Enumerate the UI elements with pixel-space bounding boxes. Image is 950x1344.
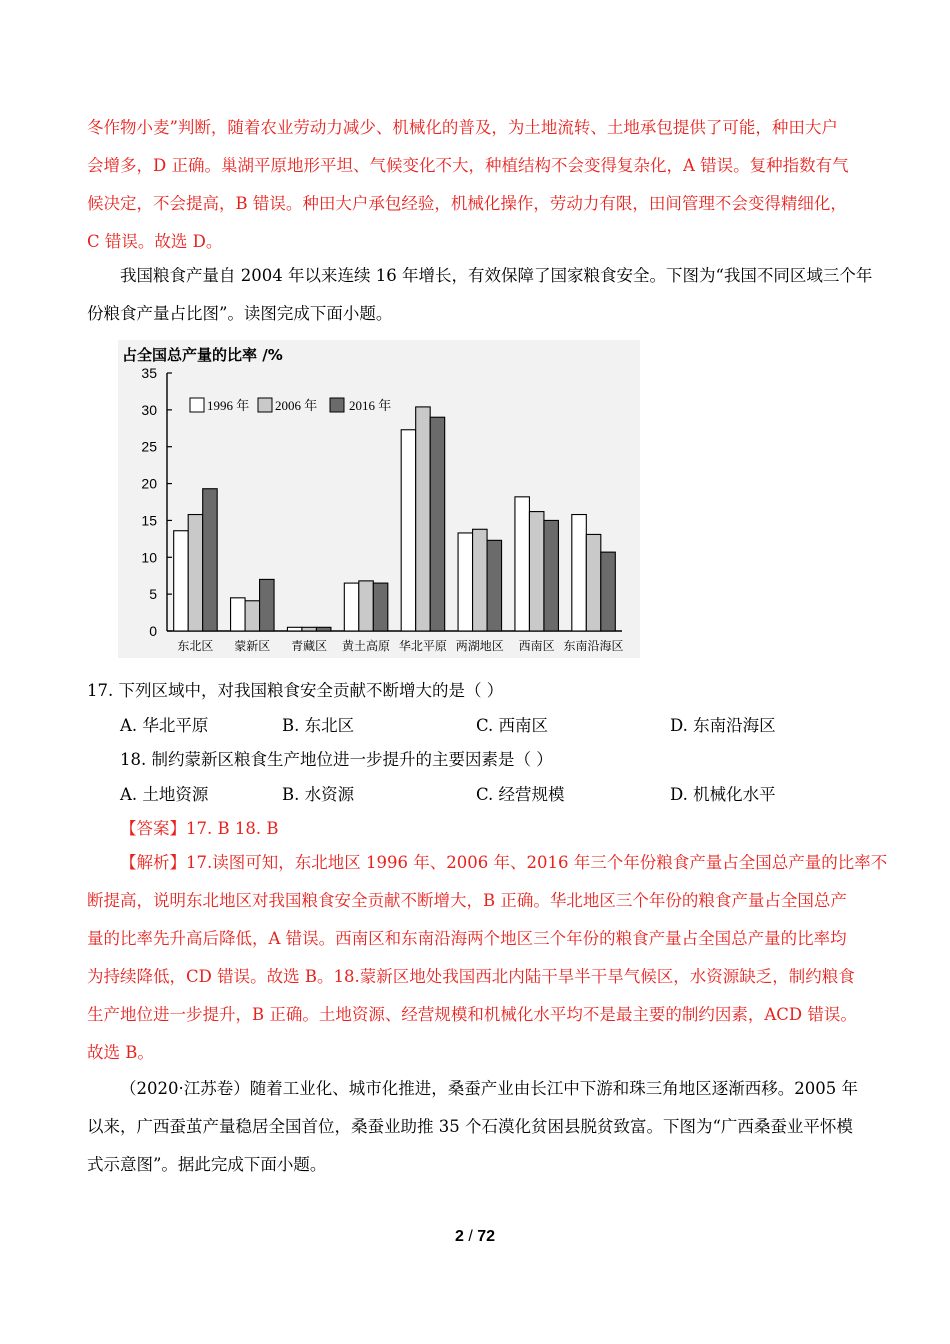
- bar-青藏区-1996年: [287, 627, 302, 631]
- legend-swatch-1996: [190, 398, 204, 412]
- x-category-label: 华北平原: [398, 639, 447, 653]
- bar-西南区-1996年: [515, 497, 530, 631]
- total-pages: 72: [477, 1228, 496, 1245]
- q17-option-c: C. 西南区: [476, 716, 549, 735]
- question-17-stem: 17. 下列区域中，对我国粮食安全贡献不断增大的是（ ）: [87, 681, 504, 700]
- next-question-intro: [87, 1070, 863, 1184]
- bar-东南沿海区-2016年: [601, 552, 616, 631]
- text-line: （2020·江苏卷）随着工业化、城市化推进，桑蚕产业由长江中下游和珠三角地区逐渐西移。2005 年: [120, 1079, 858, 1098]
- bar-东北区-2006年: [188, 515, 203, 631]
- q18-option-d: D. 机械化水平: [670, 785, 776, 804]
- bar-华北平原-1996年: [401, 430, 416, 631]
- bar-两湖地区-2016年: [487, 540, 502, 631]
- legend-label-1996: 1996 年: [207, 398, 250, 413]
- y-tick-label: 15: [141, 512, 157, 529]
- x-category-label: 西南区: [518, 639, 555, 653]
- x-category-label: 黄土高原: [342, 639, 391, 653]
- bar-黄土高原-2006年: [359, 581, 374, 631]
- grain-production-bar-chart: [110, 340, 640, 660]
- answer-line: 【答案】17. B 18. B: [120, 819, 279, 838]
- y-tick-label: 5: [149, 586, 157, 603]
- bar-蒙新区-1996年: [231, 598, 246, 631]
- page-number: [0, 1228, 950, 1246]
- bar-东南沿海区-2006年: [586, 534, 601, 631]
- analysis: [87, 844, 888, 1072]
- bar-蒙新区-2006年: [245, 601, 260, 631]
- text-line: 候决定，不会提高，B 错误。种田大户承包经验，机械化操作，劳动力有限，田间管理不会变得精细化，: [87, 194, 847, 213]
- text-line: 断提高，说明东北地区对我国粮食安全贡献不断增大，B 正确。华北地区三个年份的粮食产量占全国总产: [87, 891, 847, 910]
- q18-option-a: A. 土地资源: [120, 785, 209, 804]
- text-line: 故选 B。: [87, 1043, 154, 1062]
- bar-两湖地区-1996年: [458, 533, 473, 631]
- text-line: 量的比率先升高后降低，A 错误。西南区和东南沿海两个地区三个年份的粮食产量占全国总产量的比率均: [87, 929, 847, 948]
- question-18-stem: 18. 制约蒙新区粮食生产地位进一步提升的主要因素是（ ）: [120, 750, 553, 769]
- legend-swatch-2016: [330, 398, 344, 412]
- x-category-label: 东南沿海区: [563, 639, 624, 653]
- text-line: 会增多，D 正确。巢湖平原地形平坦、气候变化不大，种植结构不会变得复杂化，A 错误。复种指数有气: [87, 156, 849, 175]
- q17-option-d: D. 东南沿海区: [670, 716, 776, 735]
- legend-swatch-2006: [258, 398, 272, 412]
- q18-option-c: C. 经营规模: [476, 785, 565, 804]
- text-line: 份粮食产量占比图”。读图完成下面小题。: [87, 304, 393, 323]
- chart-legend: [190, 398, 391, 413]
- x-category-label: 蒙新区: [234, 639, 271, 653]
- bar-东北区-1996年: [174, 531, 189, 631]
- q18-option-b: B. 水资源: [282, 785, 355, 804]
- bar-东南沿海区-1996年: [572, 515, 587, 631]
- bar-华北平原-2006年: [416, 407, 431, 631]
- x-category-label: 东北区: [177, 639, 214, 653]
- bar-蒙新区-2016年: [260, 579, 275, 631]
- bar-两湖地区-2006年: [473, 529, 488, 631]
- text-line: 冬作物小麦”判断，随着农业劳动力减少、机械化的普及，为土地流转、土地承包提供了可能，种田大户: [87, 118, 838, 137]
- bar-西南区-2006年: [529, 512, 544, 631]
- q17-option-a: A. 华北平原: [120, 716, 209, 735]
- text-line: 式示意图”。据此完成下面小题。: [87, 1155, 327, 1174]
- bar-青藏区-2006年: [302, 627, 317, 631]
- text-line: C 错误。故选 D。: [87, 232, 223, 251]
- y-tick-label: 35: [141, 365, 157, 381]
- text-line: 生产地位进一步提升，B 正确。土地资源、经营规模和机械化水平均不是最主要的制约因素，ACD 错误。: [87, 1005, 857, 1024]
- bar-华北平原-2016年: [430, 417, 445, 631]
- chart-title: 占全国总产量的比率 /%: [122, 346, 283, 364]
- text-line: 我国粮食产量自 2004 年以来连续 16 年增长，有效保障了国家粮食安全。下图为“我国不同区域三个年: [120, 266, 873, 285]
- y-tick-label: 0: [149, 623, 157, 639]
- x-category-label: 青藏区: [291, 639, 328, 653]
- y-tick-label: 20: [141, 475, 157, 492]
- q17-option-b: B. 东北区: [282, 716, 355, 735]
- bar-青藏区-2016年: [316, 627, 331, 631]
- bar-西南区-2016年: [544, 520, 559, 631]
- y-tick-label: 10: [141, 549, 157, 566]
- question-intro: [87, 257, 873, 333]
- text-line: 以来，广西蚕茧产量稳居全国首位，桑蚕业助推 35 个石漠化贫困县脱贫致富。下图为“广西桑蚕业平怀模: [87, 1117, 853, 1136]
- bar-黄土高原-2016年: [373, 583, 388, 631]
- text-line: 为持续降低，CD 错误。故选 B。18.蒙新区地处我国西北内陆干旱半干旱气候区，水资源缺乏，制约粮食: [87, 967, 855, 986]
- y-tick-label: 30: [141, 401, 157, 418]
- x-category-label: 两湖地区: [455, 639, 504, 653]
- bar-东北区-2016年: [203, 489, 218, 631]
- y-tick-label: 25: [141, 438, 157, 455]
- bar-黄土高原-1996年: [344, 583, 359, 631]
- legend-label-2006: 2006 年: [275, 398, 318, 413]
- page-separator: /: [463, 1228, 478, 1245]
- text-line: 【解析】17.读图可知，东北地区 1996 年、2006 年、2016 年三个年份粮食产量占全国总产量的比率不: [120, 853, 888, 872]
- top-explanation: [87, 109, 863, 261]
- current-page: 2: [454, 1228, 464, 1245]
- legend-label-2016: 2016 年: [349, 398, 392, 413]
